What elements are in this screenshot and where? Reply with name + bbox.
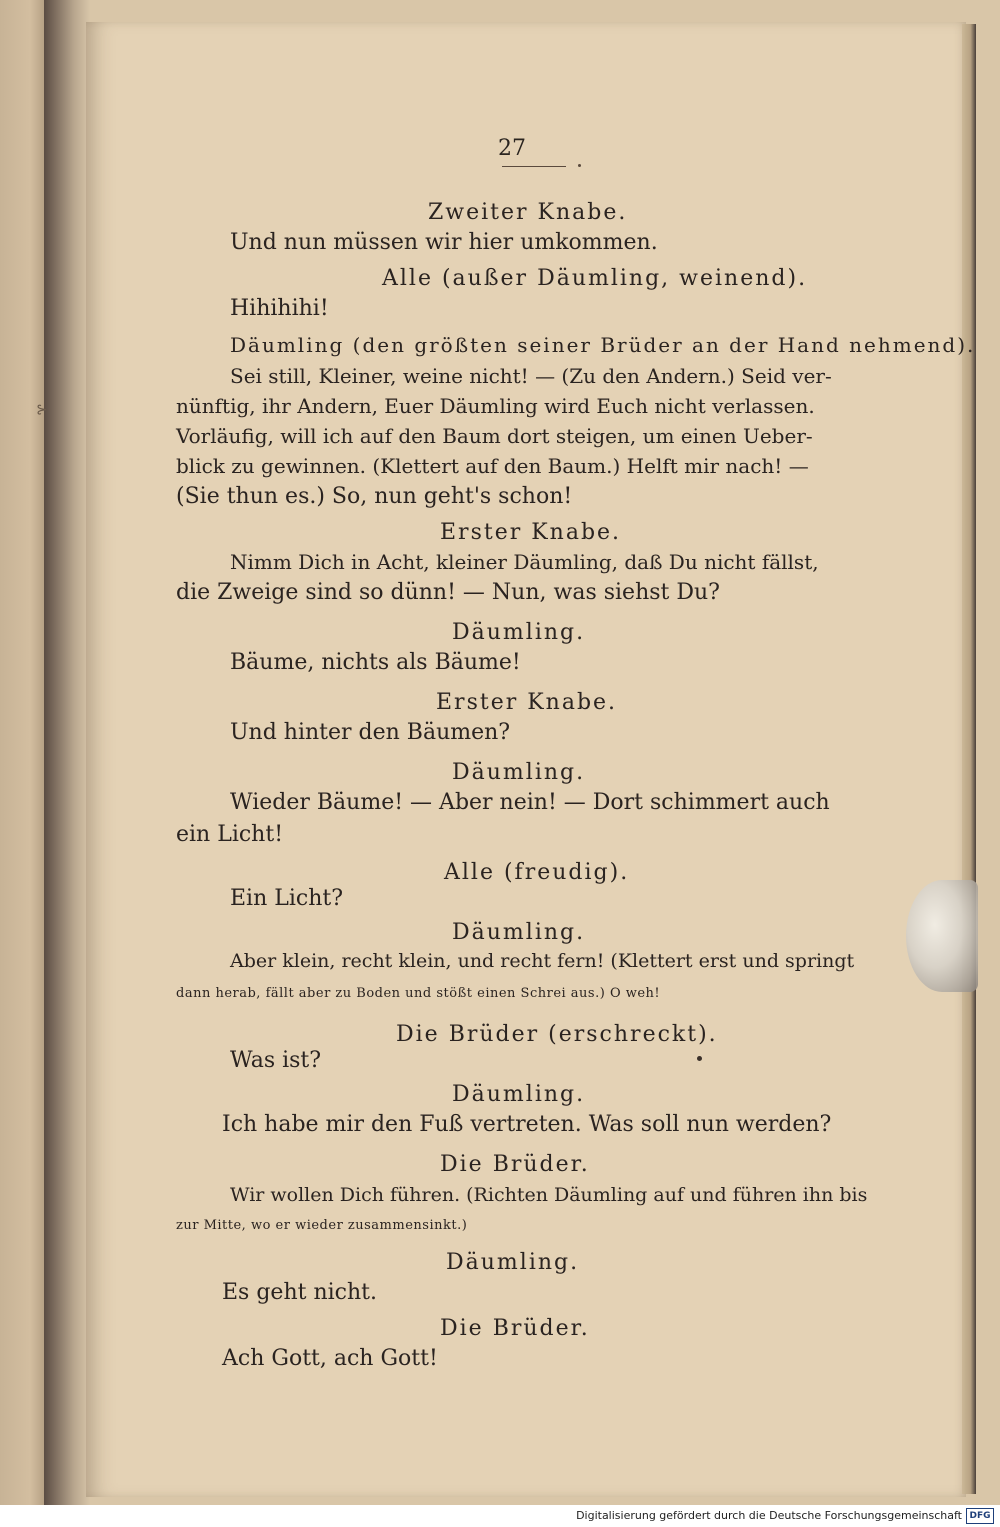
speech-line: Ein Licht? xyxy=(230,886,344,911)
speech-line: ein Licht! xyxy=(176,822,284,847)
page-number-dot xyxy=(578,164,581,167)
speech-line: Sei still, Kleiner, weine nicht! — (Zu den Andern.) Seid ver- xyxy=(230,364,832,388)
page-edge xyxy=(962,24,976,1494)
speaker-line: Die Brüder. xyxy=(440,1152,590,1177)
page-turn-tab[interactable] xyxy=(906,880,978,992)
speaker-line: Alle (außer Däumling, weinend). xyxy=(382,266,808,291)
speaker-line: Zweiter Knabe. xyxy=(428,200,628,225)
speaker-line: Erster Knabe. xyxy=(436,690,618,715)
speaker-line: Däumling. xyxy=(452,760,586,785)
speaker-line: Erster Knabe. xyxy=(440,520,622,545)
speaker-line: Die Brüder. xyxy=(440,1316,590,1341)
speech-line: Ach Gott, ach Gott! xyxy=(222,1346,438,1371)
book-gutter xyxy=(44,0,90,1505)
speech-line: Was ist? xyxy=(230,1048,322,1073)
speech-line: die Zweige sind so dünn! — Nun, was siehst Du? xyxy=(176,580,720,605)
speech-line: Ich habe mir den Fuß vertreten. Was soll nun werden? xyxy=(222,1112,832,1137)
margin-mark: ⊱ xyxy=(36,402,48,418)
speaker-line: Die Brüder (erschreckt). xyxy=(396,1022,718,1047)
footer-bar xyxy=(0,1505,1000,1527)
speech-line: Wir wollen Dich führen. (Richten Däumling auf und führen ihn bis xyxy=(230,1184,868,1206)
speaker-line: Däumling. xyxy=(452,1082,586,1107)
speaker-line: Däumling. xyxy=(446,1250,580,1275)
footer-credit: Digitalisierung gefördert durch die Deutsche Forschungsgemeinschaft xyxy=(576,1509,962,1522)
speech-line: Es geht nicht. xyxy=(222,1280,377,1305)
speech-line: Und nun müssen wir hier umkommen. xyxy=(230,230,658,255)
speech-line: Vorläufig, will ich auf den Baum dort steigen, um einen Ueber- xyxy=(176,424,813,448)
dfg-logo: DFG xyxy=(966,1508,994,1524)
speech-line: Wieder Bäume! — Aber nein! — Dort schimmert auch xyxy=(230,790,830,815)
speaker-line: Däumling (den größten seiner Brüder an der Hand nehmend). xyxy=(230,333,976,357)
page-number-rule xyxy=(502,166,566,167)
speech-line: Hihihihi! xyxy=(230,296,329,321)
speaker-line: Däumling. xyxy=(452,620,586,645)
stage-direction-line: zur Mitte, wo er wieder zusammensinkt.) xyxy=(176,1218,468,1233)
stage-direction-line: dann herab, fällt aber zu Boden und stößt einen Schrei aus.) O weh! xyxy=(176,986,661,1001)
previous-page-edge xyxy=(0,0,46,1505)
speech-line: Und hinter den Bäumen? xyxy=(230,720,511,745)
speaker-line: Däumling. xyxy=(452,920,586,945)
ink-speck xyxy=(697,1056,702,1061)
speech-line: blick zu gewinnen. (Klettert auf den Baum.) Helft mir nach! — xyxy=(176,454,809,478)
speaker-line: Alle (freudig). xyxy=(444,860,630,885)
speech-line: (Sie thun es.) So, nun geht's schon! xyxy=(176,484,573,509)
speech-line: nünftig, ihr Andern, Euer Däumling wird Euch nicht verlassen. xyxy=(176,394,815,418)
speech-line: Aber klein, recht klein, und recht fern! (Klettert erst und springt xyxy=(230,950,855,972)
speech-line: Nimm Dich in Acht, kleiner Däumling, daß Du nicht fällst, xyxy=(230,550,819,574)
speech-line: Bäume, nichts als Bäume! xyxy=(230,650,521,675)
page-number: 27 xyxy=(498,136,526,161)
